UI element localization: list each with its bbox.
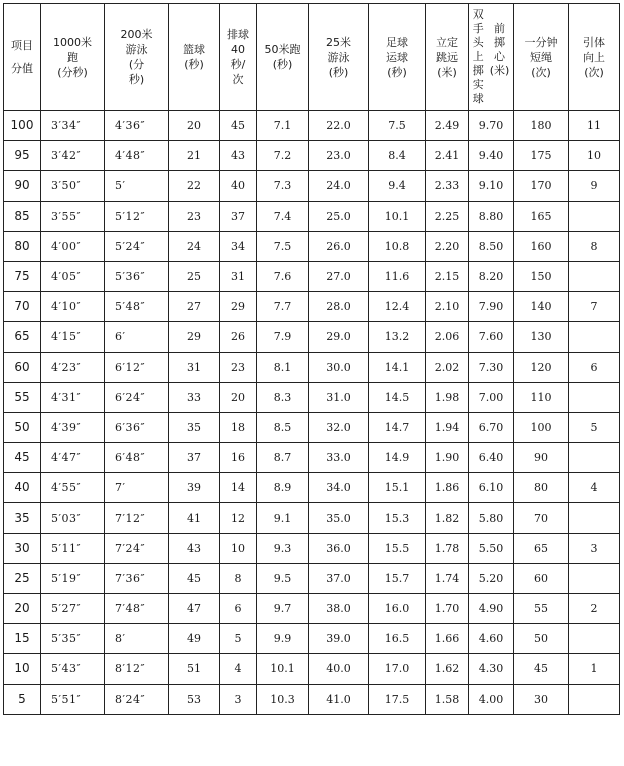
cell-swim-25m: 31.0 [309, 382, 369, 412]
cell-score: 95 [4, 141, 41, 171]
cell-volleyball: 6 [220, 594, 257, 624]
header-basketball: 篮球 (秒) [169, 4, 220, 111]
cell-run-1000m: 5′19″ [41, 563, 105, 593]
cell-long-jump: 1.82 [426, 503, 469, 533]
cell-run-1000m: 3′42″ [41, 141, 105, 171]
cell-run-1000m: 4′15″ [41, 322, 105, 352]
table-row [4, 382, 620, 412]
header-pull-up: 引体 向上 (次) [569, 4, 620, 111]
cell-basketball: 45 [169, 563, 220, 593]
cell-volleyball: 20 [220, 382, 257, 412]
cell-pull-up [569, 624, 620, 654]
cell-run-1000m: 5′11″ [41, 533, 105, 563]
cell-long-jump: 1.78 [426, 533, 469, 563]
cell-football-dribble: 17.5 [369, 684, 426, 714]
cell-basketball: 35 [169, 412, 220, 442]
cell-score: 50 [4, 412, 41, 442]
cell-swim-200m: 5′48″ [105, 292, 169, 322]
cell-swim-200m: 7′12″ [105, 503, 169, 533]
cell-run-50m: 7.7 [257, 292, 309, 322]
cell-run-50m: 8.7 [257, 443, 309, 473]
cell-medicine-ball: 4.00 [469, 684, 514, 714]
cell-basketball: 27 [169, 292, 220, 322]
cell-rope-skip: 60 [514, 563, 569, 593]
table-row [4, 171, 620, 201]
cell-score: 5 [4, 684, 41, 714]
table-row [4, 292, 620, 322]
cell-rope-skip: 80 [514, 473, 569, 503]
cell-rope-skip: 175 [514, 141, 569, 171]
cell-pull-up: 6 [569, 352, 620, 382]
cell-run-1000m: 5′35″ [41, 624, 105, 654]
cell-medicine-ball: 7.60 [469, 322, 514, 352]
cell-score: 45 [4, 443, 41, 473]
cell-medicine-ball: 6.70 [469, 412, 514, 442]
cell-football-dribble: 15.1 [369, 473, 426, 503]
table-row [4, 141, 620, 171]
cell-long-jump: 1.62 [426, 654, 469, 684]
cell-score: 75 [4, 261, 41, 291]
cell-basketball: 33 [169, 382, 220, 412]
cell-rope-skip: 65 [514, 533, 569, 563]
cell-rope-skip: 150 [514, 261, 569, 291]
cell-basketball: 47 [169, 594, 220, 624]
cell-swim-200m: 8′ [105, 624, 169, 654]
cell-run-50m: 7.1 [257, 111, 309, 141]
cell-swim-200m: 5′12″ [105, 201, 169, 231]
cell-score: 60 [4, 352, 41, 382]
cell-run-1000m: 4′00″ [41, 231, 105, 261]
cell-rope-skip: 50 [514, 624, 569, 654]
table-body [4, 111, 620, 715]
cell-long-jump: 2.15 [426, 261, 469, 291]
cell-basketball: 21 [169, 141, 220, 171]
cell-basketball: 37 [169, 443, 220, 473]
cell-rope-skip: 120 [514, 352, 569, 382]
cell-swim-200m: 5′36″ [105, 261, 169, 291]
header-standing-long-jump: 立定 跳远 (米) [426, 4, 469, 111]
cell-pull-up: 8 [569, 231, 620, 261]
cell-run-50m: 8.9 [257, 473, 309, 503]
cell-swim-200m: 7′ [105, 473, 169, 503]
cell-swim-200m: 6′12″ [105, 352, 169, 382]
cell-swim-200m: 7′36″ [105, 563, 169, 593]
cell-long-jump: 1.66 [426, 624, 469, 654]
cell-football-dribble: 15.7 [369, 563, 426, 593]
table-row [4, 201, 620, 231]
table-row [4, 684, 620, 714]
cell-pull-up [569, 382, 620, 412]
cell-pull-up: 3 [569, 533, 620, 563]
cell-score: 35 [4, 503, 41, 533]
cell-rope-skip: 130 [514, 322, 569, 352]
header-200m-swim: 200米 游泳 (分 秒) [105, 4, 169, 111]
cell-run-50m: 7.3 [257, 171, 309, 201]
cell-rope-skip: 30 [514, 684, 569, 714]
cell-swim-25m: 35.0 [309, 503, 369, 533]
table-row [4, 412, 620, 442]
cell-swim-25m: 22.0 [309, 111, 369, 141]
cell-score: 20 [4, 594, 41, 624]
cell-rope-skip: 165 [514, 201, 569, 231]
cell-medicine-ball: 4.30 [469, 654, 514, 684]
cell-basketball: 31 [169, 352, 220, 382]
cell-run-50m: 7.2 [257, 141, 309, 171]
cell-run-1000m: 3′50″ [41, 171, 105, 201]
cell-medicine-ball: 9.70 [469, 111, 514, 141]
cell-run-50m: 9.3 [257, 533, 309, 563]
cell-long-jump: 2.20 [426, 231, 469, 261]
cell-rope-skip: 55 [514, 594, 569, 624]
cell-football-dribble: 9.4 [369, 171, 426, 201]
cell-volleyball: 8 [220, 563, 257, 593]
cell-basketball: 51 [169, 654, 220, 684]
cell-score: 80 [4, 231, 41, 261]
cell-long-jump: 1.58 [426, 684, 469, 714]
cell-run-1000m: 4′39″ [41, 412, 105, 442]
cell-volleyball: 14 [220, 473, 257, 503]
table-row [4, 261, 620, 291]
table-row [4, 654, 620, 684]
table-row [4, 111, 620, 141]
cell-volleyball: 37 [220, 201, 257, 231]
cell-run-1000m: 4′47″ [41, 443, 105, 473]
cell-score: 100 [4, 111, 41, 141]
table-row [4, 624, 620, 654]
cell-run-1000m: 4′55″ [41, 473, 105, 503]
header-one-minute-rope: 一分钟 短绳 (次) [514, 4, 569, 111]
cell-medicine-ball: 9.10 [469, 171, 514, 201]
cell-long-jump: 2.02 [426, 352, 469, 382]
cell-volleyball: 10 [220, 533, 257, 563]
cell-pull-up [569, 443, 620, 473]
cell-medicine-ball: 5.20 [469, 563, 514, 593]
table-row [4, 473, 620, 503]
cell-medicine-ball: 5.80 [469, 503, 514, 533]
cell-medicine-ball: 4.60 [469, 624, 514, 654]
cell-swim-25m: 24.0 [309, 171, 369, 201]
cell-basketball: 20 [169, 111, 220, 141]
cell-swim-200m: 6′36″ [105, 412, 169, 442]
cell-pull-up: 5 [569, 412, 620, 442]
cell-basketball: 24 [169, 231, 220, 261]
cell-football-dribble: 7.5 [369, 111, 426, 141]
cell-medicine-ball: 8.50 [469, 231, 514, 261]
cell-swim-25m: 27.0 [309, 261, 369, 291]
cell-score: 85 [4, 201, 41, 231]
cell-pull-up: 10 [569, 141, 620, 171]
cell-rope-skip: 110 [514, 382, 569, 412]
cell-pull-up: 7 [569, 292, 620, 322]
cell-long-jump: 1.94 [426, 412, 469, 442]
cell-volleyball: 31 [220, 261, 257, 291]
cell-basketball: 39 [169, 473, 220, 503]
cell-pull-up: 2 [569, 594, 620, 624]
cell-long-jump: 2.33 [426, 171, 469, 201]
cell-score: 15 [4, 624, 41, 654]
cell-pull-up: 11 [569, 111, 620, 141]
cell-run-1000m: 5′03″ [41, 503, 105, 533]
cell-volleyball: 45 [220, 111, 257, 141]
header-medicine-ball-throw: 双 手 头 上 掷 实 球 前 掷 心 (米) [469, 4, 514, 111]
cell-pull-up [569, 503, 620, 533]
cell-score: 55 [4, 382, 41, 412]
cell-run-50m: 10.3 [257, 684, 309, 714]
cell-run-1000m: 4′10″ [41, 292, 105, 322]
cell-long-jump: 1.70 [426, 594, 469, 624]
cell-run-50m: 8.5 [257, 412, 309, 442]
cell-football-dribble: 10.8 [369, 231, 426, 261]
cell-football-dribble: 15.3 [369, 503, 426, 533]
cell-basketball: 43 [169, 533, 220, 563]
cell-run-50m: 7.6 [257, 261, 309, 291]
cell-volleyball: 40 [220, 171, 257, 201]
table-row [4, 322, 620, 352]
cell-swim-25m: 33.0 [309, 443, 369, 473]
cell-run-50m: 10.1 [257, 654, 309, 684]
cell-swim-200m: 8′24″ [105, 684, 169, 714]
cell-run-50m: 7.5 [257, 231, 309, 261]
cell-run-1000m: 4′23″ [41, 352, 105, 382]
cell-run-1000m: 3′55″ [41, 201, 105, 231]
cell-volleyball: 43 [220, 141, 257, 171]
cell-football-dribble: 8.4 [369, 141, 426, 171]
cell-football-dribble: 17.0 [369, 654, 426, 684]
cell-long-jump: 2.41 [426, 141, 469, 171]
cell-medicine-ball: 9.40 [469, 141, 514, 171]
standards-table [3, 3, 620, 715]
cell-volleyball: 3 [220, 684, 257, 714]
cell-swim-25m: 37.0 [309, 563, 369, 593]
cell-pull-up [569, 563, 620, 593]
cell-football-dribble: 14.9 [369, 443, 426, 473]
header-score: 项目 分值 [4, 4, 41, 111]
header-volleyball: 排球 40 秒/ 次 [220, 4, 257, 111]
cell-volleyball: 18 [220, 412, 257, 442]
cell-swim-200m: 8′12″ [105, 654, 169, 684]
cell-long-jump: 2.06 [426, 322, 469, 352]
cell-long-jump: 2.25 [426, 201, 469, 231]
cell-score: 70 [4, 292, 41, 322]
cell-run-50m: 7.9 [257, 322, 309, 352]
cell-score: 90 [4, 171, 41, 201]
cell-medicine-ball: 7.30 [469, 352, 514, 382]
table-row [4, 563, 620, 593]
cell-swim-25m: 29.0 [309, 322, 369, 352]
cell-long-jump: 1.86 [426, 473, 469, 503]
cell-football-dribble: 12.4 [369, 292, 426, 322]
cell-swim-25m: 34.0 [309, 473, 369, 503]
cell-medicine-ball: 4.90 [469, 594, 514, 624]
cell-run-1000m: 5′43″ [41, 654, 105, 684]
cell-basketball: 23 [169, 201, 220, 231]
cell-volleyball: 16 [220, 443, 257, 473]
cell-score: 65 [4, 322, 41, 352]
cell-long-jump: 1.74 [426, 563, 469, 593]
table-row [4, 594, 620, 624]
cell-run-1000m: 5′27″ [41, 594, 105, 624]
cell-volleyball: 34 [220, 231, 257, 261]
header-25m-swim: 25米 游泳 (秒) [309, 4, 369, 111]
cell-swim-200m: 7′24″ [105, 533, 169, 563]
cell-score: 25 [4, 563, 41, 593]
cell-swim-200m: 4′36″ [105, 111, 169, 141]
cell-swim-200m: 6′ [105, 322, 169, 352]
cell-volleyball: 26 [220, 322, 257, 352]
table-row [4, 443, 620, 473]
header-1000m-run: 1000米 跑 (分秒) [41, 4, 105, 111]
cell-medicine-ball: 8.80 [469, 201, 514, 231]
cell-swim-25m: 28.0 [309, 292, 369, 322]
cell-swim-25m: 23.0 [309, 141, 369, 171]
cell-swim-25m: 26.0 [309, 231, 369, 261]
cell-run-50m: 7.4 [257, 201, 309, 231]
cell-football-dribble: 14.1 [369, 352, 426, 382]
cell-pull-up [569, 684, 620, 714]
cell-medicine-ball: 6.40 [469, 443, 514, 473]
header-football-dribble: 足球 运球 (秒) [369, 4, 426, 111]
cell-rope-skip: 90 [514, 443, 569, 473]
cell-football-dribble: 10.1 [369, 201, 426, 231]
cell-swim-200m: 4′48″ [105, 141, 169, 171]
cell-score: 30 [4, 533, 41, 563]
cell-pull-up: 4 [569, 473, 620, 503]
cell-medicine-ball: 5.50 [469, 533, 514, 563]
cell-football-dribble: 14.7 [369, 412, 426, 442]
cell-rope-skip: 45 [514, 654, 569, 684]
table-row [4, 533, 620, 563]
header-50m-run: 50米跑 (秒) [257, 4, 309, 111]
cell-long-jump: 2.10 [426, 292, 469, 322]
cell-swim-25m: 25.0 [309, 201, 369, 231]
cell-swim-25m: 36.0 [309, 533, 369, 563]
cell-score: 40 [4, 473, 41, 503]
cell-volleyball: 23 [220, 352, 257, 382]
cell-basketball: 49 [169, 624, 220, 654]
cell-long-jump: 1.90 [426, 443, 469, 473]
cell-swim-25m: 40.0 [309, 654, 369, 684]
cell-basketball: 41 [169, 503, 220, 533]
cell-swim-25m: 32.0 [309, 412, 369, 442]
cell-swim-25m: 41.0 [309, 684, 369, 714]
cell-run-50m: 9.1 [257, 503, 309, 533]
cell-football-dribble: 15.5 [369, 533, 426, 563]
cell-volleyball: 4 [220, 654, 257, 684]
cell-swim-25m: 38.0 [309, 594, 369, 624]
cell-swim-25m: 30.0 [309, 352, 369, 382]
cell-football-dribble: 16.0 [369, 594, 426, 624]
cell-rope-skip: 140 [514, 292, 569, 322]
cell-volleyball: 12 [220, 503, 257, 533]
table-row [4, 352, 620, 382]
cell-run-1000m: 3′34″ [41, 111, 105, 141]
cell-volleyball: 29 [220, 292, 257, 322]
cell-run-1000m: 4′05″ [41, 261, 105, 291]
cell-rope-skip: 170 [514, 171, 569, 201]
cell-long-jump: 1.98 [426, 382, 469, 412]
cell-basketball: 29 [169, 322, 220, 352]
cell-rope-skip: 160 [514, 231, 569, 261]
cell-football-dribble: 11.6 [369, 261, 426, 291]
cell-medicine-ball: 7.90 [469, 292, 514, 322]
cell-swim-200m: 6′48″ [105, 443, 169, 473]
cell-swim-200m: 7′48″ [105, 594, 169, 624]
cell-rope-skip: 70 [514, 503, 569, 533]
cell-pull-up [569, 201, 620, 231]
cell-run-50m: 9.7 [257, 594, 309, 624]
cell-basketball: 22 [169, 171, 220, 201]
cell-rope-skip: 180 [514, 111, 569, 141]
cell-pull-up: 9 [569, 171, 620, 201]
cell-rope-skip: 100 [514, 412, 569, 442]
cell-pull-up: 1 [569, 654, 620, 684]
cell-pull-up [569, 261, 620, 291]
cell-score: 10 [4, 654, 41, 684]
cell-run-1000m: 4′31″ [41, 382, 105, 412]
cell-medicine-ball: 7.00 [469, 382, 514, 412]
table-row [4, 231, 620, 261]
cell-pull-up [569, 322, 620, 352]
header-row [4, 4, 620, 111]
cell-run-50m: 8.3 [257, 382, 309, 412]
table-row [4, 503, 620, 533]
cell-run-1000m: 5′51″ [41, 684, 105, 714]
cell-volleyball: 5 [220, 624, 257, 654]
cell-run-50m: 8.1 [257, 352, 309, 382]
cell-run-50m: 9.9 [257, 624, 309, 654]
cell-medicine-ball: 8.20 [469, 261, 514, 291]
cell-basketball: 25 [169, 261, 220, 291]
cell-swim-200m: 5′ [105, 171, 169, 201]
cell-medicine-ball: 6.10 [469, 473, 514, 503]
cell-swim-200m: 5′24″ [105, 231, 169, 261]
cell-swim-200m: 6′24″ [105, 382, 169, 412]
cell-football-dribble: 16.5 [369, 624, 426, 654]
cell-swim-25m: 39.0 [309, 624, 369, 654]
cell-football-dribble: 14.5 [369, 382, 426, 412]
cell-football-dribble: 13.2 [369, 322, 426, 352]
cell-run-50m: 9.5 [257, 563, 309, 593]
cell-basketball: 53 [169, 684, 220, 714]
cell-long-jump: 2.49 [426, 111, 469, 141]
